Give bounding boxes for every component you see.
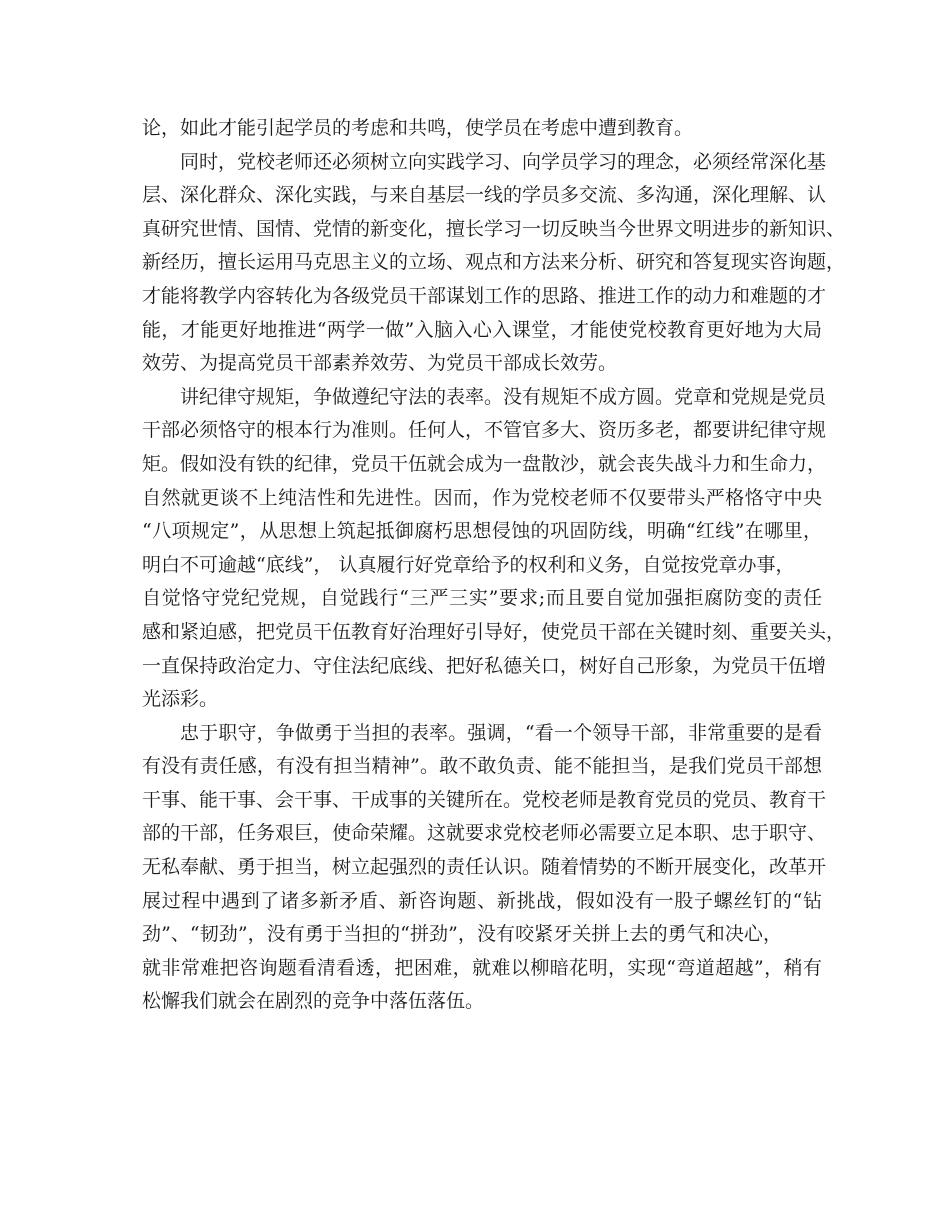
- text-line: 干部必须恪守的根本行为准则。任何人，不管官多大、资历多老，都要讲纪律守规: [142, 419, 827, 442]
- text-line: 有没有责任感，有没有担当精神”。敢不敢负责、能不能担当，是我们党员干部想: [142, 755, 822, 778]
- text-line: 新经历，擅长运用马克思主义的立场、观点和方法来分析、研究和答复现实咨询题，: [142, 251, 846, 274]
- text-line: 自然就更谈不上纯洁性和先进性。因而，作为党校老师不仅要带头严格恪守中央: [142, 486, 822, 509]
- body-text: [142, 112, 846, 1019]
- text-line: 论，如此才能引起学员的考虑和共鸣，使学员在考虑中遭到教育。: [142, 117, 694, 139]
- text-line: 松懈我们就会在剧烈的竞争中落伍落伍。: [142, 990, 485, 1013]
- text-line: 矩。假如没有铁的纪律，党员干伍就会成为一盘散沙，就会丧失战斗力和生命力，: [142, 452, 827, 475]
- text-line: 干事、能干事、会干事、干成事的关键所在。党校老师是教育党员的党员、教育干: [142, 788, 827, 811]
- text-line: 一直保持政治定力、守住法纪底线、把好私德关口，树好自己形象，为党员干伍增: [142, 654, 827, 677]
- text-line: 才能将教学内容转化为各级党员干部谋划工作的思路、推进工作的动力和难题的才: [142, 284, 827, 307]
- text-line: 感和紧迫感，把党员干伍教育好治理好引导好，使党员干部在关键时刻、重要关头，: [142, 620, 846, 643]
- text-line: “八项规定”，从思想上筑起抵御腐朽思想侵蚀的巩固防线，明确“红线”在哪里，: [142, 520, 822, 543]
- text-line: 部的干部，任务艰巨，使命荣耀。这就要求党校老师必需要立足本职、忠于职守、: [142, 822, 827, 845]
- text-line: 效劳、为提高党员干部素养效劳、为党员干部成长效劳。: [142, 352, 618, 375]
- paragraph-first-line: 讲纪律守规矩，争做遵纪守法的表率。没有规矩不成方圆。党章和党规是党员: [180, 385, 827, 408]
- text-line: 展过程中遇到了诸多新矛盾、新咨询题、新挑战，假如没有一股子螺丝钉的“钻: [142, 889, 822, 912]
- text-line: 自觉恪守党纪党规，自觉践行“三严三实”要求;而且要自觉加强拒腐防变的责任: [142, 587, 822, 610]
- text-line: 劲”、“韧劲”，没有勇于当担的“拼劲”，没有咬紧牙关拼上去的勇气和决心，: [142, 923, 782, 946]
- text-line: 明白不可逾越“底线”， 认真履行好党章给予的权利和义务，自觉按党章办事，: [142, 553, 795, 576]
- paragraph-first-line: 忠于职守，争做勇于当担的表率。强调，“看一个领导干部，非常重要的是看: [180, 721, 822, 744]
- text-line: 能，才能更好地推进“两学一做”入脑入心入课堂，才能使党校教育更好地为大局: [142, 318, 822, 341]
- text-line: 真研究世情、国情、党情的新变化，擅长学习一切反映当今世界文明进步的新知识、: [142, 217, 846, 240]
- paragraph-first-line: 同时，党校老师还必须树立向实践学习、向学员学习的理念，必须经常深化基: [180, 150, 827, 173]
- text-line: 层、深化群众、深化实践，与来自基层一线的学员多交流、多沟通，深化理解、认: [142, 184, 827, 207]
- text-line: 光添彩。: [142, 688, 219, 711]
- text-line: 就非常难把咨询题看清看透，把困难，就难以柳暗花明，实现“弯道超越”，稍有: [142, 956, 822, 979]
- text-line: 无私奉献、勇于担当，树立起强烈的责任认识。随着情势的不断开展变化，改革开: [142, 856, 827, 879]
